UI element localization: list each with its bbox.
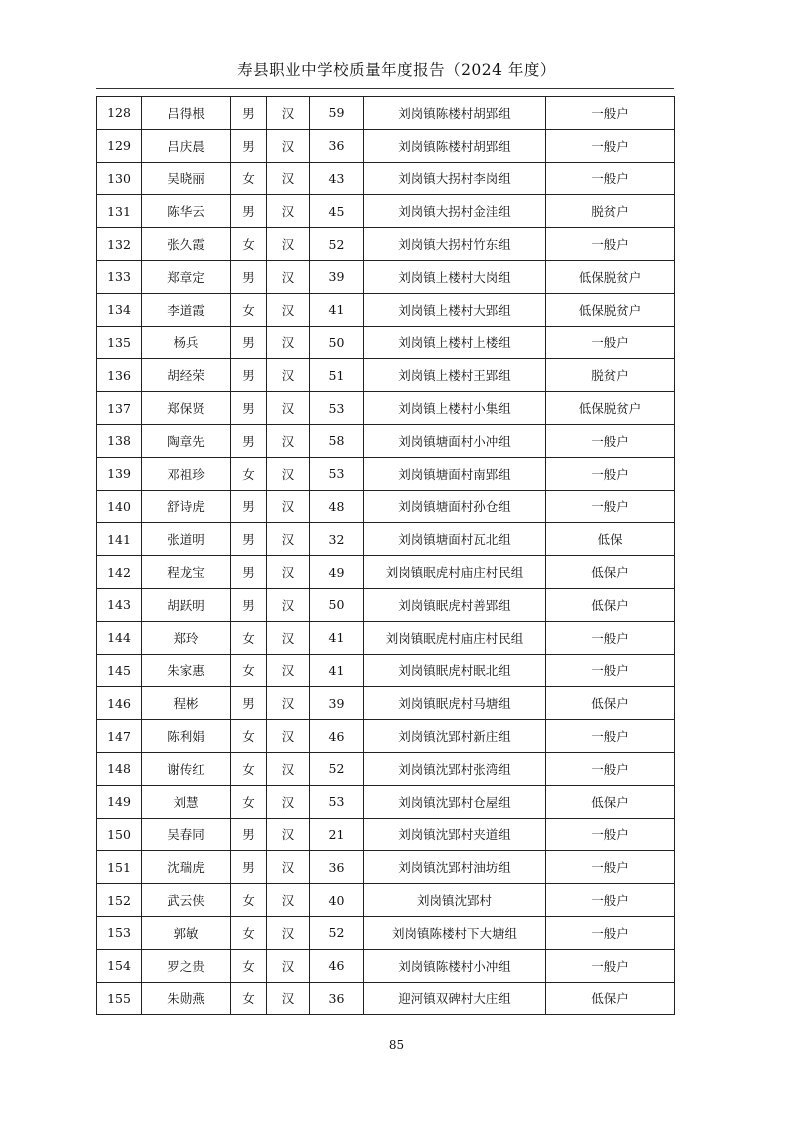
ethnicity-cell: 汉: [267, 326, 310, 359]
table-row: [97, 424, 675, 457]
table-row: [97, 916, 675, 949]
address-cell: 刘岗镇大拐村李岗组: [364, 162, 546, 195]
ethnicity-cell: 汉: [267, 129, 310, 162]
ethnicity-cell: 汉: [267, 687, 310, 720]
row-number-cell: 141: [97, 523, 142, 556]
gender-cell: 男: [231, 195, 267, 228]
person-name-cell: 张久霞: [142, 228, 231, 261]
roster-table: [96, 96, 675, 1015]
header-divider: [96, 88, 674, 89]
gender-cell: 女: [231, 457, 267, 490]
household-type-cell: 一般户: [546, 720, 675, 753]
person-name-cell: 舒诗虎: [142, 490, 231, 523]
ethnicity-cell: 汉: [267, 97, 310, 130]
gender-cell: 男: [231, 490, 267, 523]
table-row: [97, 260, 675, 293]
household-type-cell: 脱贫户: [546, 195, 675, 228]
household-type-cell: 低保脱贫户: [546, 260, 675, 293]
person-name-cell: 郑保贤: [142, 392, 231, 425]
gender-cell: 男: [231, 359, 267, 392]
ethnicity-cell: 汉: [267, 392, 310, 425]
gender-cell: 女: [231, 621, 267, 654]
gender-cell: 女: [231, 293, 267, 326]
gender-cell: 男: [231, 392, 267, 425]
gender-cell: 男: [231, 260, 267, 293]
gender-cell: 女: [231, 916, 267, 949]
row-number-cell: 140: [97, 490, 142, 523]
age-cell: 50: [310, 588, 364, 621]
person-name-cell: 吕得根: [142, 97, 231, 130]
household-type-cell: 低保: [546, 523, 675, 556]
address-cell: 刘岗镇陈楼村小冲组: [364, 949, 546, 982]
person-name-cell: 刘慧: [142, 785, 231, 818]
table-row: [97, 654, 675, 687]
person-name-cell: 谢传红: [142, 752, 231, 785]
gender-cell: 女: [231, 982, 267, 1015]
row-number-cell: 155: [97, 982, 142, 1015]
household-type-cell: 一般户: [546, 818, 675, 851]
gender-cell: 男: [231, 97, 267, 130]
household-type-cell: 低保户: [546, 556, 675, 589]
ethnicity-cell: 汉: [267, 293, 310, 326]
age-cell: 32: [310, 523, 364, 556]
age-cell: 51: [310, 359, 364, 392]
ethnicity-cell: 汉: [267, 523, 310, 556]
household-type-cell: 一般户: [546, 97, 675, 130]
table-row: [97, 162, 675, 195]
address-cell: 刘岗镇陈楼村下大塘组: [364, 916, 546, 949]
household-type-cell: 一般户: [546, 129, 675, 162]
gender-cell: 男: [231, 129, 267, 162]
household-type-cell: 一般户: [546, 228, 675, 261]
row-number-cell: 154: [97, 949, 142, 982]
age-cell: 48: [310, 490, 364, 523]
table-row: [97, 949, 675, 982]
address-cell: 刘岗镇眠虎村善郢组: [364, 588, 546, 621]
gender-cell: 男: [231, 424, 267, 457]
ethnicity-cell: 汉: [267, 720, 310, 753]
ethnicity-cell: 汉: [267, 162, 310, 195]
person-name-cell: 胡经荣: [142, 359, 231, 392]
gender-cell: 女: [231, 162, 267, 195]
address-cell: 刘岗镇塘面村小冲组: [364, 424, 546, 457]
address-cell: 刘岗镇眠虎村马塘组: [364, 687, 546, 720]
table-row: [97, 228, 675, 261]
household-type-cell: 一般户: [546, 654, 675, 687]
ethnicity-cell: 汉: [267, 260, 310, 293]
age-cell: 36: [310, 851, 364, 884]
row-number-cell: 142: [97, 556, 142, 589]
age-cell: 45: [310, 195, 364, 228]
row-number-cell: 135: [97, 326, 142, 359]
table-row: [97, 687, 675, 720]
gender-cell: 女: [231, 752, 267, 785]
row-number-cell: 139: [97, 457, 142, 490]
row-number-cell: 134: [97, 293, 142, 326]
person-name-cell: 吴晓丽: [142, 162, 231, 195]
age-cell: 58: [310, 424, 364, 457]
address-cell: 刘岗镇上楼村大郢组: [364, 293, 546, 326]
household-type-cell: 低保户: [546, 785, 675, 818]
ethnicity-cell: 汉: [267, 982, 310, 1015]
row-number-cell: 144: [97, 621, 142, 654]
ethnicity-cell: 汉: [267, 490, 310, 523]
address-cell: 刘岗镇沈郢村夹道组: [364, 818, 546, 851]
age-cell: 52: [310, 228, 364, 261]
table-row: [97, 293, 675, 326]
age-cell: 43: [310, 162, 364, 195]
age-cell: 53: [310, 457, 364, 490]
address-cell: 刘岗镇沈郢村张湾组: [364, 752, 546, 785]
ethnicity-cell: 汉: [267, 916, 310, 949]
row-number-cell: 138: [97, 424, 142, 457]
row-number-cell: 136: [97, 359, 142, 392]
gender-cell: 女: [231, 720, 267, 753]
household-type-cell: 一般户: [546, 162, 675, 195]
person-name-cell: 朱家惠: [142, 654, 231, 687]
ethnicity-cell: 汉: [267, 228, 310, 261]
address-cell: 刘岗镇陈楼村胡郢组: [364, 129, 546, 162]
person-name-cell: 李道霞: [142, 293, 231, 326]
row-number-cell: 143: [97, 588, 142, 621]
row-number-cell: 145: [97, 654, 142, 687]
household-type-cell: 一般户: [546, 949, 675, 982]
household-type-cell: 低保户: [546, 982, 675, 1015]
age-cell: 39: [310, 260, 364, 293]
household-type-cell: 一般户: [546, 916, 675, 949]
person-name-cell: 沈瑞虎: [142, 851, 231, 884]
gender-cell: 女: [231, 654, 267, 687]
ethnicity-cell: 汉: [267, 884, 310, 917]
page-number: 85: [388, 1038, 405, 1052]
row-number-cell: 147: [97, 720, 142, 753]
gender-cell: 女: [231, 785, 267, 818]
household-type-cell: 一般户: [546, 884, 675, 917]
person-name-cell: 郭敏: [142, 916, 231, 949]
table-row: [97, 720, 675, 753]
address-cell: 刘岗镇眠虎村庙庄村民组: [364, 621, 546, 654]
address-cell: 迎河镇双碑村大庄组: [364, 982, 546, 1015]
table-row: [97, 490, 675, 523]
person-name-cell: 武云侠: [142, 884, 231, 917]
row-number-cell: 151: [97, 851, 142, 884]
gender-cell: 男: [231, 851, 267, 884]
person-name-cell: 胡跃明: [142, 588, 231, 621]
gender-cell: 男: [231, 523, 267, 556]
gender-cell: 女: [231, 228, 267, 261]
address-cell: 刘岗镇塘面村瓦北组: [364, 523, 546, 556]
person-name-cell: 邓祖珍: [142, 457, 231, 490]
age-cell: 36: [310, 129, 364, 162]
table-row: [97, 851, 675, 884]
ethnicity-cell: 汉: [267, 654, 310, 687]
row-number-cell: 152: [97, 884, 142, 917]
table-row: [97, 359, 675, 392]
age-cell: 53: [310, 785, 364, 818]
table-row: [97, 588, 675, 621]
address-cell: 刘岗镇上楼村大岗组: [364, 260, 546, 293]
age-cell: 46: [310, 720, 364, 753]
age-cell: 46: [310, 949, 364, 982]
household-type-cell: 一般户: [546, 752, 675, 785]
address-cell: 刘岗镇塘面村孙仓组: [364, 490, 546, 523]
gender-cell: 男: [231, 556, 267, 589]
age-cell: 59: [310, 97, 364, 130]
age-cell: 21: [310, 818, 364, 851]
table-row: [97, 884, 675, 917]
person-name-cell: 朱勋燕: [142, 982, 231, 1015]
ethnicity-cell: 汉: [267, 851, 310, 884]
gender-cell: 男: [231, 687, 267, 720]
address-cell: 刘岗镇眠虎村眠北组: [364, 654, 546, 687]
gender-cell: 女: [231, 949, 267, 982]
ethnicity-cell: 汉: [267, 424, 310, 457]
table-row: [97, 195, 675, 228]
address-cell: 刘岗镇眠虎村庙庄村民组: [364, 556, 546, 589]
gender-cell: 男: [231, 588, 267, 621]
person-name-cell: 程龙宝: [142, 556, 231, 589]
age-cell: 52: [310, 916, 364, 949]
row-number-cell: 131: [97, 195, 142, 228]
address-cell: 刘岗镇上楼村上楼组: [364, 326, 546, 359]
household-type-cell: 一般户: [546, 326, 675, 359]
person-name-cell: 程彬: [142, 687, 231, 720]
table-row: [97, 621, 675, 654]
report-title: 寿县职业中学校质量年度报告（2024 年度）: [237, 61, 556, 79]
row-number-cell: 129: [97, 129, 142, 162]
ethnicity-cell: 汉: [267, 752, 310, 785]
household-type-cell: 一般户: [546, 457, 675, 490]
table-row: [97, 752, 675, 785]
household-type-cell: 一般户: [546, 621, 675, 654]
person-name-cell: 罗之贵: [142, 949, 231, 982]
age-cell: 49: [310, 556, 364, 589]
row-number-cell: 153: [97, 916, 142, 949]
row-number-cell: 130: [97, 162, 142, 195]
person-name-cell: 张道明: [142, 523, 231, 556]
gender-cell: 女: [231, 884, 267, 917]
address-cell: 刘岗镇上楼村小集组: [364, 392, 546, 425]
person-name-cell: 杨兵: [142, 326, 231, 359]
table-row: [97, 392, 675, 425]
household-type-cell: 一般户: [546, 851, 675, 884]
address-cell: 刘岗镇大拐村竹东组: [364, 228, 546, 261]
ethnicity-cell: 汉: [267, 556, 310, 589]
table-row: [97, 326, 675, 359]
table-row: [97, 97, 675, 130]
address-cell: 刘岗镇塘面村南郢组: [364, 457, 546, 490]
person-name-cell: 陈华云: [142, 195, 231, 228]
age-cell: 53: [310, 392, 364, 425]
roster-body: [97, 97, 675, 1015]
person-name-cell: 吴春同: [142, 818, 231, 851]
household-type-cell: 一般户: [546, 424, 675, 457]
address-cell: 刘岗镇沈郢村新庄组: [364, 720, 546, 753]
address-cell: 刘岗镇陈楼村胡郢组: [364, 97, 546, 130]
ethnicity-cell: 汉: [267, 359, 310, 392]
row-number-cell: 128: [97, 97, 142, 130]
ethnicity-cell: 汉: [267, 588, 310, 621]
table-row: [97, 785, 675, 818]
household-type-cell: 低保脱贫户: [546, 392, 675, 425]
ethnicity-cell: 汉: [267, 621, 310, 654]
household-type-cell: 低保户: [546, 687, 675, 720]
household-type-cell: 低保户: [546, 588, 675, 621]
ethnicity-cell: 汉: [267, 949, 310, 982]
ethnicity-cell: 汉: [267, 457, 310, 490]
address-cell: 刘岗镇沈郢村油坊组: [364, 851, 546, 884]
row-number-cell: 133: [97, 260, 142, 293]
age-cell: 40: [310, 884, 364, 917]
person-name-cell: 郑玲: [142, 621, 231, 654]
age-cell: 50: [310, 326, 364, 359]
table-row: [97, 129, 675, 162]
age-cell: 39: [310, 687, 364, 720]
row-number-cell: 150: [97, 818, 142, 851]
ethnicity-cell: 汉: [267, 818, 310, 851]
row-number-cell: 146: [97, 687, 142, 720]
age-cell: 41: [310, 293, 364, 326]
table-row: [97, 523, 675, 556]
age-cell: 41: [310, 621, 364, 654]
person-name-cell: 陶章先: [142, 424, 231, 457]
gender-cell: 男: [231, 818, 267, 851]
household-type-cell: 一般户: [546, 490, 675, 523]
address-cell: 刘岗镇沈郢村仓屋组: [364, 785, 546, 818]
table-row: [97, 556, 675, 589]
household-type-cell: 脱贫户: [546, 359, 675, 392]
table-row: [97, 982, 675, 1015]
ethnicity-cell: 汉: [267, 195, 310, 228]
household-type-cell: 低保脱贫户: [546, 293, 675, 326]
person-name-cell: 郑章定: [142, 260, 231, 293]
row-number-cell: 137: [97, 392, 142, 425]
address-cell: 刘岗镇上楼村王郢组: [364, 359, 546, 392]
row-number-cell: 149: [97, 785, 142, 818]
age-cell: 52: [310, 752, 364, 785]
table-row: [97, 457, 675, 490]
ethnicity-cell: 汉: [267, 785, 310, 818]
address-cell: 刘岗镇大拐村金洼组: [364, 195, 546, 228]
table-row: [97, 818, 675, 851]
address-cell: 刘岗镇沈郢村: [364, 884, 546, 917]
row-number-cell: 148: [97, 752, 142, 785]
person-name-cell: 吕庆晨: [142, 129, 231, 162]
gender-cell: 男: [231, 326, 267, 359]
person-name-cell: 陈利娟: [142, 720, 231, 753]
age-cell: 36: [310, 982, 364, 1015]
row-number-cell: 132: [97, 228, 142, 261]
age-cell: 41: [310, 654, 364, 687]
